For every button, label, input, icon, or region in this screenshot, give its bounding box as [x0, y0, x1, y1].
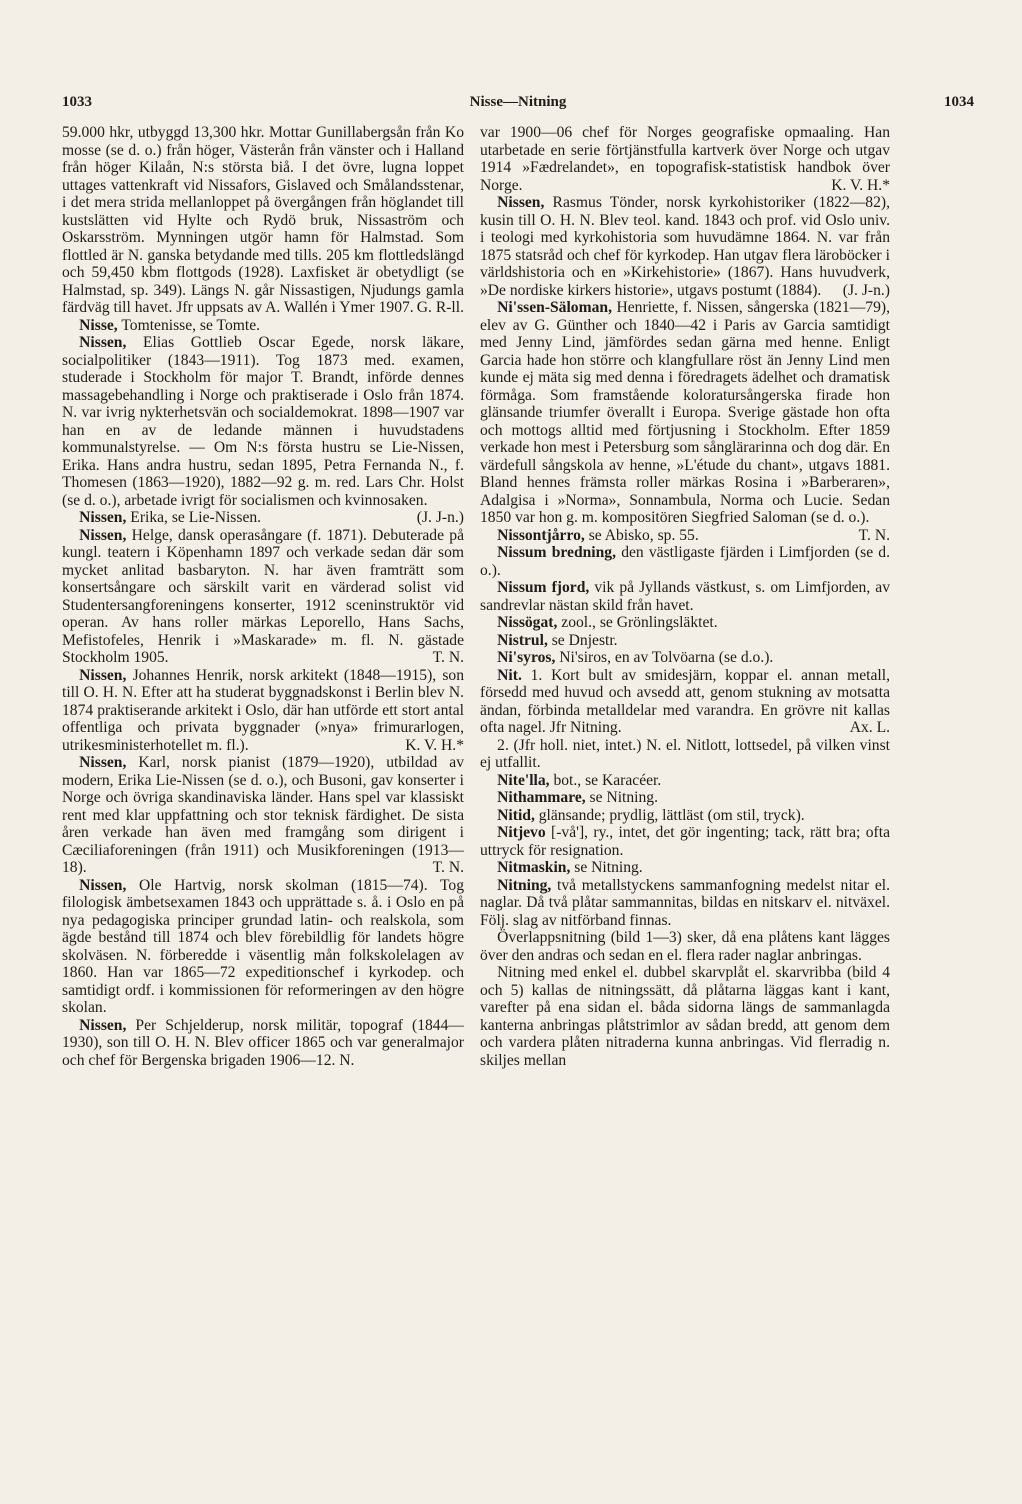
- entry-headword: Nitid,: [497, 806, 535, 824]
- entry-signature: Ax. L.: [849, 719, 890, 736]
- entry-text: 2. (Jfr holl. niet, intet.) N. el. Nitlott, lottsedel, på vilken vinst ej utfallit.: [480, 736, 890, 771]
- entry-headword: Nissen,: [497, 194, 545, 211]
- entry-signature: K. V. H.*: [405, 736, 464, 754]
- entry-headword: Nissum bredning,: [497, 544, 617, 561]
- entry-headword: Nissum fjord,: [497, 579, 590, 596]
- left-column: [62, 124, 464, 1069]
- entry-headword: Ni'ssen-Säloman,: [497, 299, 612, 316]
- page-header: [62, 94, 974, 120]
- page-number-right: 1034: [944, 94, 974, 110]
- entry-signature: T. N.: [432, 649, 464, 666]
- entry-signature: G. R-ll.: [416, 299, 464, 316]
- entry-text: Henriette, f. Nissen, sångerska (1821—79), elev av G. Günther och 1840—42 i Paris av Garcia samtidigt med Jenny Lind, jämfördes sedan gärna med henne. Enligt Garcia hade hon större och klangfullare röst än Jenny Lind men kunde ej mäta sig med denna i föredragets ädelhet och dramatisk förmåga. Som framstående koloratursångerska firade hon glänsande triumfer överallt i Europa. Sverige gästade hon ofta och mottogs alltid med förtjusning i Stockholm. Efter 1859 verkade hon mest i Petersburg som sånglärarinna och dog där. En värdefull sångskola av henne, »L'étude du chant», utgavs 1881. Bland hennes främsta roller märkas Rosina i »Barberaren», Adalgisa i »Norma», Sonnambula, Norma och Lucie. Sedan 1850 var hon g. m. kompositören Siegfried Saloman (se d. o.).: [480, 299, 890, 526]
- entry-nitjevo: [480, 824, 890, 859]
- entry-headword: Nisse,: [79, 316, 118, 334]
- entry-signature: T. N.: [858, 526, 890, 544]
- entry-text: glänsande; prydlig, lättläst (om stil, tryck).: [534, 806, 805, 824]
- entry-nissen-johannes: [62, 667, 464, 755]
- right-column: [480, 124, 890, 1069]
- entry-text: se Nitning.: [570, 859, 643, 876]
- entry-continuation: [480, 124, 890, 194]
- entry-overlappsnitning: [480, 929, 890, 964]
- entry-text: Nitning med enkel el. dubbel skarvplåt el. skarvribba (bild 4 och 5) kallas de nitningssätt, då plåtarna läggas kant i kant, varefter på ena sidan el. båda sidorna längs de sammanlagda kanterna anbringas plåtstrimlor av sådan bredd, att genom dem och vardera plåten nitraderna kunna anbringas. Vid flerradig n. skiljes mellan: [480, 964, 890, 1069]
- entry-headword: Nissen,: [79, 666, 127, 684]
- entry-nit: [480, 667, 890, 737]
- entry-signature: K. V. H.*: [831, 176, 890, 194]
- entry-text: Tomtenisse, se Tomte.: [117, 316, 261, 334]
- entry-headword: Nissen,: [79, 526, 127, 544]
- entry-nissen-per: [62, 1017, 464, 1070]
- entry-text: den västligaste fjärden i Limfjorden (se d. o.).: [480, 544, 890, 579]
- entry-text: se Abisko, sp. 55.: [584, 526, 699, 544]
- entry-text: Helge, dansk operasångare (f. 1871). Debuterade på kungl. teatern i Köpenhamn 1897 och verkade sedan där som mycket anlitad basbaryton. N. har även framträtt som konsertsångare och särskilt varit en värderad solist vid Studentersangforeningens konserter, 1912 sceninstruktör vid operan. Av hans roller märkas Leporello, Hans Sachs, Mefistofeles, Henrik i »Maskarade» m. fl. N. gästade Stockholm 1905.: [62, 526, 464, 666]
- entry-nissontjarro: [480, 527, 890, 545]
- entry-nitning-skarvplat: [480, 964, 890, 1069]
- entry-nisyros: [480, 649, 890, 667]
- entry-signature: (J. J-n.): [842, 281, 890, 299]
- entry-text: Överlappsnitning (bild 1—3) sker, då ena plåtens kant lägges över den andras och sedan en el. flera rader naglar anbringas.: [480, 929, 890, 964]
- entry-nissen-helge: [62, 527, 464, 667]
- entry-text: vik på Jyllands västkust, s. om Limfjorden, av sandrevlar nästan skild från havet.: [480, 579, 891, 614]
- page-number-left: 1033: [62, 94, 92, 110]
- entry-nitning: [480, 877, 890, 930]
- entry-text: Ni'siros, en av Tolvöarna (se d.o.).: [555, 649, 774, 666]
- entry-headword: Nissen,: [79, 754, 127, 771]
- entry-nissum-bredning: [480, 544, 890, 579]
- entry-nissogat: [480, 614, 890, 632]
- entry-text: Erika, se Lie-Nissen.: [126, 509, 262, 526]
- entry-headword: Nite'lla,: [497, 771, 550, 789]
- entry-text: två metallstyckens sammanfogning medelst nitar el. naglar. Då två plåtar sammannitas, bildas en nitskarv el. nitväxel. Följ. slag av nitförband finnas.: [480, 876, 890, 929]
- entry-signature: (J. J-n.): [416, 509, 464, 526]
- entry-text: se Nitning.: [585, 789, 658, 806]
- entry-text: [-vå'], ry., intet, det gör ingenting; tack, rätt bra; ofta uttryck för resignation.: [480, 824, 890, 859]
- entry-text: bot., se Karacéer.: [549, 771, 662, 789]
- entry-headword: Nissen,: [79, 876, 127, 894]
- entry-nitella: [480, 772, 890, 790]
- entry-text: var 1900—06 chef för Norges geografiske opmaaling. Han utarbetade en serie förtjänstfulla kartverk över Norge och utgav 1914 »Fædrelandet», en topografisk-statistisk handbok över Norge.: [480, 124, 890, 194]
- entry-text: Karl, norsk pianist (1879—1920), utbildad av modern, Erika Lie-Nissen (se d. o.), och Busoni, gav konserter i Norge och övriga skandinaviska länder. Hans spel var klassiskt rent med klar uppfattning och stor teknisk färdighet. De sista åren verkade han även med framgång som dirigent i Cæciliaforeningen (från 1911) och Musikforeningen (1913—18).: [62, 754, 464, 876]
- entry-headword: Nissontjårro,: [497, 526, 585, 544]
- entry-headword: Nissen,: [79, 334, 127, 351]
- entry-continuation: [62, 124, 464, 317]
- entry-nithammare: [480, 789, 890, 807]
- entry-headword: Nissögat,: [497, 614, 558, 631]
- entry-headword: Nitning,: [497, 876, 552, 894]
- entry-nissen-rasmus: [480, 194, 890, 299]
- entry-text: Elias Gottlieb Oscar Egede, norsk läkare, socialpolitiker (1843—1911). Tog 1873 med. examen, studerade i Stockholm för major T. Brandt, införde dennes massagebehandling i Norge och praktiserade i Oslo från 1874. N. var ivrig nykterhetsvän och socialdemokrat. 1898—1907 var han en av de ledande männen i huvudstadens kommunalstyrelse. — Om N:s första hustru se Lie-Nissen, Erika. Hans andra hustru, sedan 1895, Petra Fernanda N., f. Thomesen (1863—1920), 1882—92 g. m. red. Lars Chr. Holst (se d. o.), arbetade ivrigt för socialismen och kvinnosaken.: [62, 334, 464, 509]
- entry-headword: Nitmaskin,: [497, 859, 571, 876]
- entry-nitmaskin: [480, 859, 890, 877]
- entry-nitid: [480, 807, 890, 825]
- entry-text: zool., se Grönlingsläktet.: [557, 614, 718, 631]
- entry-headword: Nithammare,: [497, 789, 586, 806]
- entry-text: 1. Kort bult av smidesjärn, koppar el. annan metall, försedd med huvud och avsedd att, genom stukning av motsatta ändan, förbinda metalldelar med varandra. En grövre nit kallas ofta nagel. Jfr Nitning.: [480, 666, 890, 736]
- entry-nisse: [62, 317, 464, 335]
- entry-headword: Nissen,: [79, 509, 127, 526]
- entry-headword: Ni'syros,: [497, 649, 556, 666]
- entry-nissen-ole: [62, 877, 464, 1017]
- entry-text: 59.000 hkr, utbyggd 13,300 hkr. Mottar Gunillabergsån från Ko mosse (se d. o.) från höger, Västerån från vänster och i Halland från höger Kilaån, N:s största biå. I det övre, lugna loppet uttages vattenkraft vid Nissafors, Gislaved och Smålandsstenar, i det mera strida mellanloppet på övergången från höglandet till kustslätten vid Hylte och Rydö bruk, Nissaström och Oskarsström. Mynningen utgör hamn för Halmstad. Som flottled är N. ganska betydande med tills. 205 km flottledslängd och 59,450 kbm flottgods (1928). Laxfisket är obetydligt (se Halmstad, sp. 349). Längs N. går Nissastigen, Njudungs gamla färdväg till havet. Jfr uppsats av A. Wallén i Ymer 1907.: [62, 124, 464, 316]
- entry-headword: Nitjevo: [497, 824, 546, 841]
- entry-headword: Nissen,: [79, 1016, 127, 1034]
- entry-nissum-fjord: [480, 579, 890, 614]
- entry-signature: T. N.: [432, 859, 464, 876]
- entry-text: Ole Hartvig, norsk skolman (1815—74). Tog filologisk ämbetsexamen 1843 och upprättade s. å. i Oslo en på nya pedagogiska principer grundad latin- och realskola, som ägde bestånd till 1874 och blev förebildlig för landets högre skolväsen. N. förberedde i väsentlig mån folkskolelagen av 1860. Han var 1865—72 expeditionschef i kyrkodep. och samtidigt ordf. i kommissionen för reformeringen av den högre skolan.: [62, 876, 464, 1016]
- entry-headword: Nit.: [497, 666, 522, 684]
- running-title: Nisse—Nitning: [469, 94, 567, 110]
- entry-nit-2: [480, 737, 890, 772]
- entry-headword: Nistrul,: [497, 631, 548, 649]
- entry-nissen-karl: [62, 754, 464, 877]
- entry-text: Johannes Henrik, norsk arkitekt (1848—1915), son till O. H. N. Efter att ha studerat byggnadskonst i Berlin blev N. 1874 praktiserande arkitekt i Oslo, där han utförde ett stort antal offentliga och privata byggnader (»nya» frimurarlogen, utrikesministerhotellet m. fl.).: [62, 666, 464, 754]
- entry-nistrul: [480, 632, 890, 650]
- entry-text: se Dnjestr.: [547, 631, 618, 649]
- entry-text: Per Schjelderup, norsk militär, topograf (1844—1930), son till O. H. N. Blev officer 1865 och var generalmajor och chef för Bergenska brigaden 1906—12. N.: [62, 1016, 464, 1069]
- entry-text: Rasmus Tönder, norsk kyrkohistoriker (1822—82), kusin till O. H. N. Blev teol. kand. 1843 och prof. vid Oslo univ. i teologi med kyrkohistoria som huvudämne 1864. N. var från 1875 statsråd och chef för kyrkodep. Han utgav flera läroböcker i världshistoria och en »Kirkehistorie» (1867). Hans huvudverk, »De nordiske kirkers historie», utgavs postumt (1884).: [480, 194, 890, 299]
